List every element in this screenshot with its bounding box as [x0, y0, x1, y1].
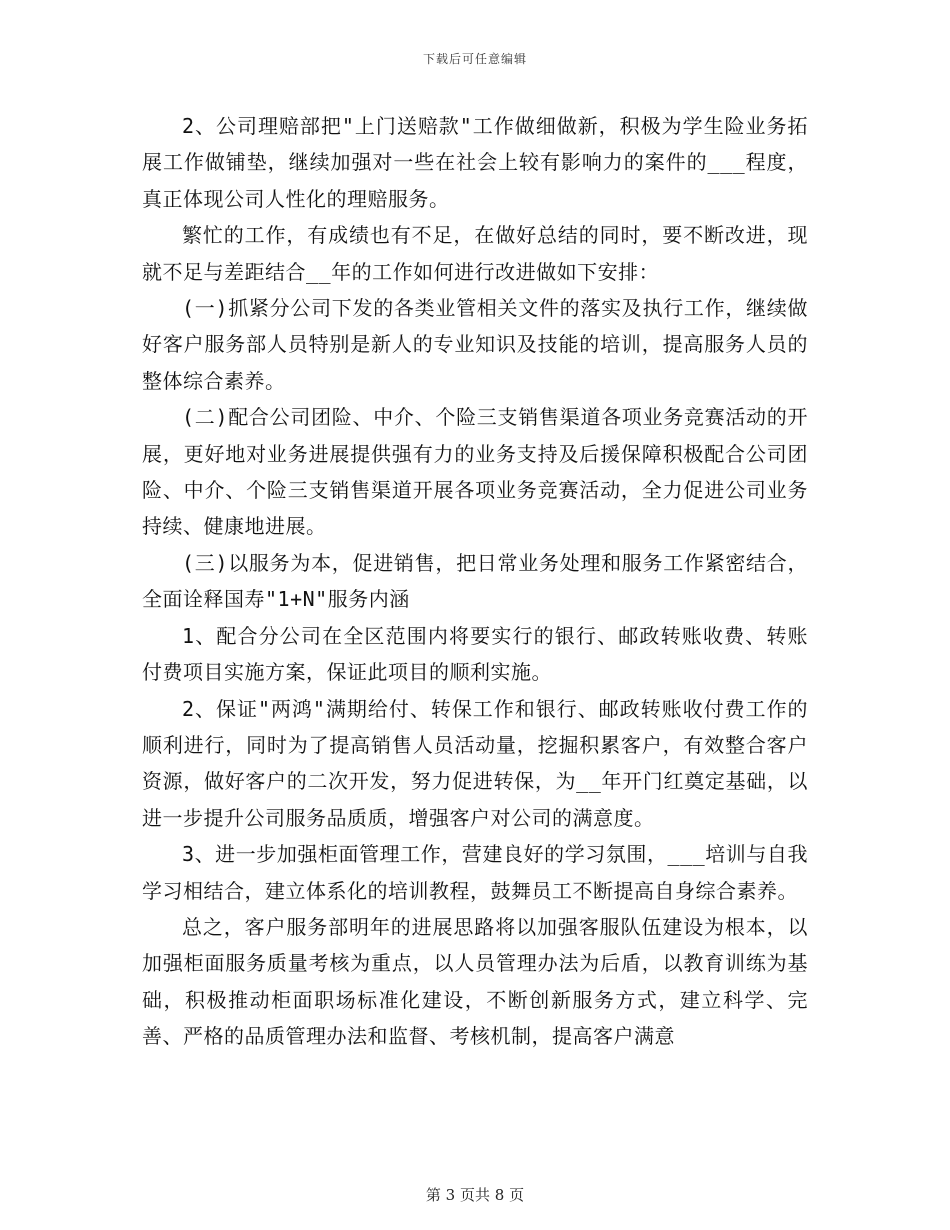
- paragraph: 2、公司理赔部把"上门送赔款"工作做细做新，积极为学生险业务拓展工作做铺垫，继续加强对一些在社会上较有影响力的案件的___程度，真正体现公司人性化的理赔服务。: [142, 114, 808, 211]
- document-body: [142, 108, 808, 1055]
- page-number-footer: 第 3 页共 8 页: [425, 1186, 525, 1204]
- paragraph: 2、保证"两鸿"满期给付、转保工作和银行、邮政转账收付费工作的顺利进行，同时为了提高销售人员活动量，挖掘积累客户，有效整合客户资源，做好客户的二次开发，努力促进转保，为__年开门红奠定基础，以进一步提升公司服务品质质，增强客户对公司的满意度。: [142, 696, 808, 830]
- paragraph: 总之，客户服务部明年的进展思路将以加强客服队伍建设为根本，以加强柜面服务质量考核为重点，以人员管理办法为后盾，以教育训练为基础，积极推动柜面职场标准化建设，不断创新服务方式，建立科学、完善、严格的品质管理办法和监督、考核机制，提高客户满意: [142, 914, 808, 1049]
- paragraph: 1、配合分公司在全区范围内将要实行的银行、邮政转账收费、转账付费项目实施方案，保证此项目的顺利实施。: [142, 623, 808, 685]
- paragraph: (三)以服务为本，促进销售，把日常业务处理和服务工作紧密结合，全面诠释国寿"1+N"服务内涵: [142, 550, 808, 612]
- paragraph: 繁忙的工作，有成绩也有不足，在做好总结的同时，要不断改进，现就不足与差距结合__年的工作如何进行改进做如下安排：: [142, 223, 808, 284]
- page-header: 下载后可任意编辑: [422, 52, 527, 66]
- paragraph: 3、进一步加强柜面管理工作，营建良好的学习氛围，___培训与自我学习相结合，建立体系化的培训教程，鼓舞员工不断提高自身综合素养。: [142, 842, 808, 903]
- paragraph: (二)配合公司团险、中介、个险三支销售渠道各项业务竞赛活动的开展，更好地对业务进展提供强有力的业务支持及后援保障积极配合公司团险、中介、个险三支销售渠道开展各项业务竞赛活动，全力促进公司业务持续、健康地进展。: [142, 405, 808, 539]
- paragraph: (一)抓紧分公司下发的各类业管相关文件的落实及执行工作，继续做好客户服务部人员特别是新人的专业知识及技能的培训，提高服务人员的整体综合素养。: [142, 296, 808, 393]
